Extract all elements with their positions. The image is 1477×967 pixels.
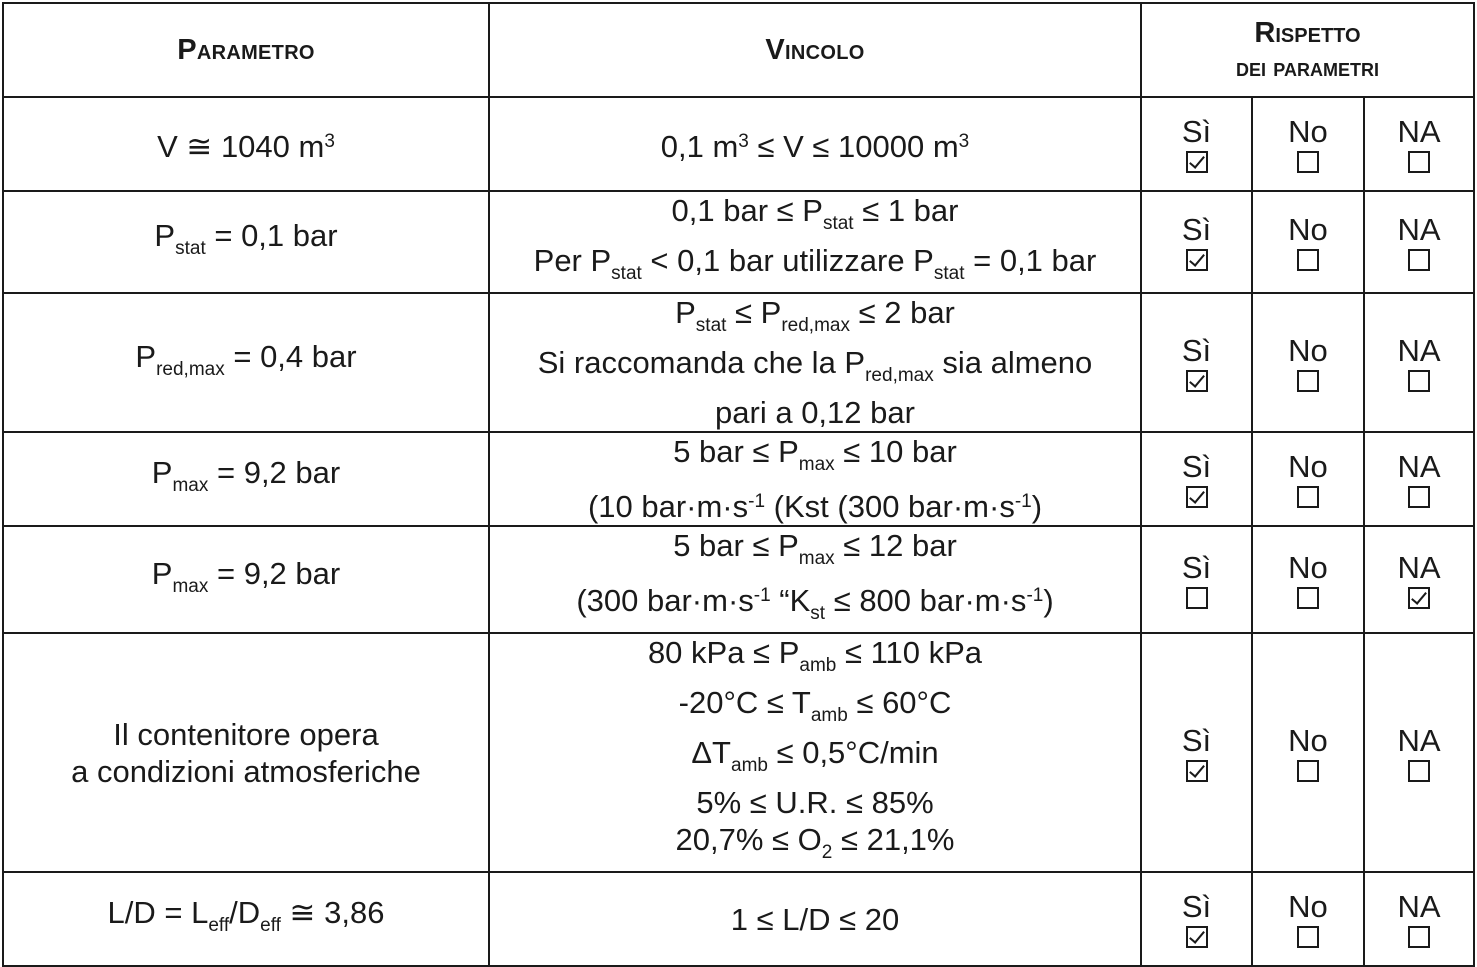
checkbox-empty-icon[interactable] [1297,249,1319,271]
parametro-cell: $P_{max} = 9,2$ bar [3,432,489,526]
vincolo-line: pari a 0,12 bar [715,395,915,430]
option-cell-si [1141,293,1252,432]
vincolo-cell [489,97,1141,191]
checkbox-checked-icon[interactable] [1186,926,1208,948]
option-label-si: Sì [1181,449,1212,484]
option-label-na: NA [1397,549,1441,585]
header-vincolo: Vincolo [489,3,1141,97]
option-cell-na [1364,293,1474,432]
vincolo-line: (300 $bar\cdot m\cdot s^{-1}$ “$K_{st} \le 800$ $bar\cdot m\cdot s^{-1}$) [576,583,1054,624]
option-cell-si [1141,432,1252,526]
table-row [3,633,1474,872]
option-cell-si [1141,97,1252,191]
table-row [3,872,1474,966]
option-label-si: Sì [1181,212,1212,247]
checkbox-empty-icon[interactable] [1297,151,1319,173]
checkbox-empty-icon[interactable] [1297,926,1319,948]
option-cell-no [1252,872,1364,966]
vincolo-line: $P_{stat} \le P_{red,max} \le 2$ bar [675,295,955,336]
option-label-si: Sì [1181,549,1212,585]
option-label-na: NA [1397,114,1441,149]
option-cell-na [1364,526,1474,633]
vincolo-cell [489,872,1141,966]
vincolo-cell [489,526,1141,633]
option-label-si: Sì [1181,722,1212,758]
table-row [3,526,1474,633]
vincolo-line: 0,1 bar ≤ $P_{stat} \le 1$ bar [671,193,959,234]
vincolo-line: 80 kPa ≤ $P_{amb} \le 110$ kPa [647,635,983,676]
option-label-no: No [1288,332,1328,368]
parametro-cell: $P_{red,max} = 0,4$ bar [3,293,489,432]
parametro-cell: $P_{stat} = 0,1$ bar [3,191,489,293]
option-label-no: No [1288,549,1328,585]
header-row [3,3,1474,97]
checkbox-empty-icon[interactable] [1186,587,1208,609]
option-label-no: No [1288,212,1328,247]
checkbox-checked-icon[interactable] [1186,760,1208,782]
vincolo-line: 1 ≤ L/D ≤ 20 [730,901,900,937]
option-label-na: NA [1397,332,1441,368]
option-label-no: No [1288,722,1328,758]
option-label-si: Sì [1181,114,1212,149]
checkbox-empty-icon[interactable] [1408,249,1430,271]
checkbox-checked-icon[interactable] [1186,151,1208,173]
checkbox-empty-icon[interactable] [1297,587,1319,609]
option-cell-no [1252,633,1364,872]
vincolo-line: $20,7\% \le O_2 \le 21,1\%$ [675,822,955,863]
header-rispetto-line2: dei parametri [1236,52,1379,82]
vincolo-cell [489,432,1141,526]
parametro-cell: V ≅ 1040 $m^3$ [3,97,489,191]
option-cell-no [1252,191,1364,293]
vincolo-line: 5 bar ≤ $P_{max} \le 12$ bar [673,528,957,569]
checkbox-empty-icon[interactable] [1408,486,1430,508]
vincolo-cell [489,191,1141,293]
option-cell-na [1364,432,1474,526]
vincolo-line: Si raccomanda che la $P_{red,max}$ sia almeno [537,345,1093,386]
option-label-no: No [1288,889,1328,924]
option-cell-si [1141,526,1252,633]
option-cell-no [1252,432,1364,526]
vincolo-line: $\Delta T_{amb} \le 0,5^\circ C/\min$ [691,735,939,776]
option-label-na: NA [1397,889,1441,924]
option-label-na: NA [1397,722,1441,758]
parametro-cell: $L/D = L_{eff}/D_{eff}$ ≅ 3,86 [3,872,489,966]
header-rispetto-line1: Rispetto [1254,17,1361,49]
vincolo-line: 5% ≤ U.R. ≤ 85% [696,785,934,820]
checkbox-checked-icon[interactable] [1186,370,1208,392]
vincolo-line: Per $P_{stat} < 0,1$ bar utilizzare $P_{stat} = 0,1$ bar [533,243,1097,284]
parametro-cell: Il contenitore opera a condizioni atmosferiche [3,633,489,872]
checkbox-empty-icon[interactable] [1297,486,1319,508]
checkbox-empty-icon[interactable] [1408,151,1430,173]
option-cell-no [1252,293,1364,432]
option-cell-si [1141,633,1252,872]
table-row [3,97,1474,191]
checkbox-empty-icon[interactable] [1408,926,1430,948]
option-cell-si [1141,872,1252,966]
table-row [3,191,1474,293]
checkbox-empty-icon[interactable] [1297,760,1319,782]
vincolo-line: $-20^\circ C \le T_{amb} \le 60^\circ C$ [678,685,952,726]
option-label-na: NA [1397,212,1441,247]
option-cell-no [1252,526,1364,633]
option-cell-na [1364,872,1474,966]
parametro-cell: $P_{max} = 9,2$ bar [3,526,489,633]
vincolo-cell [489,293,1141,432]
parameters-table [2,2,1475,967]
table-row [3,432,1474,526]
vincolo-cell [489,633,1141,872]
checkbox-checked-icon[interactable] [1186,486,1208,508]
option-cell-na [1364,633,1474,872]
option-label-na: NA [1397,449,1441,484]
option-cell-no [1252,97,1364,191]
checkbox-empty-icon[interactable] [1408,760,1430,782]
option-cell-na [1364,191,1474,293]
vincolo-line: 0,1 $m^3 \le V \le 10000$ $m^3$ [660,129,970,164]
option-label-si: Sì [1181,332,1212,368]
vincolo-line: 5 bar ≤ $P_{max} \le 10$ bar [673,434,957,475]
option-label-no: No [1288,114,1328,149]
option-cell-si [1141,191,1252,293]
checkbox-empty-icon[interactable] [1408,370,1430,392]
header-parametro: Parametro [3,3,489,97]
header-rispetto [1141,3,1474,97]
option-cell-na [1364,97,1474,191]
checkbox-empty-icon[interactable] [1297,370,1319,392]
option-label-si: Sì [1181,889,1212,924]
checkbox-checked-icon[interactable] [1186,249,1208,271]
vincolo-line: (10 $bar\cdot m\cdot s^{-1}$ (Kst (300 $bar\cdot m\cdot s^{-1}$) [587,489,1043,524]
checkbox-checked-icon[interactable] [1408,587,1430,609]
option-label-no: No [1288,449,1328,484]
table-row [3,293,1474,432]
